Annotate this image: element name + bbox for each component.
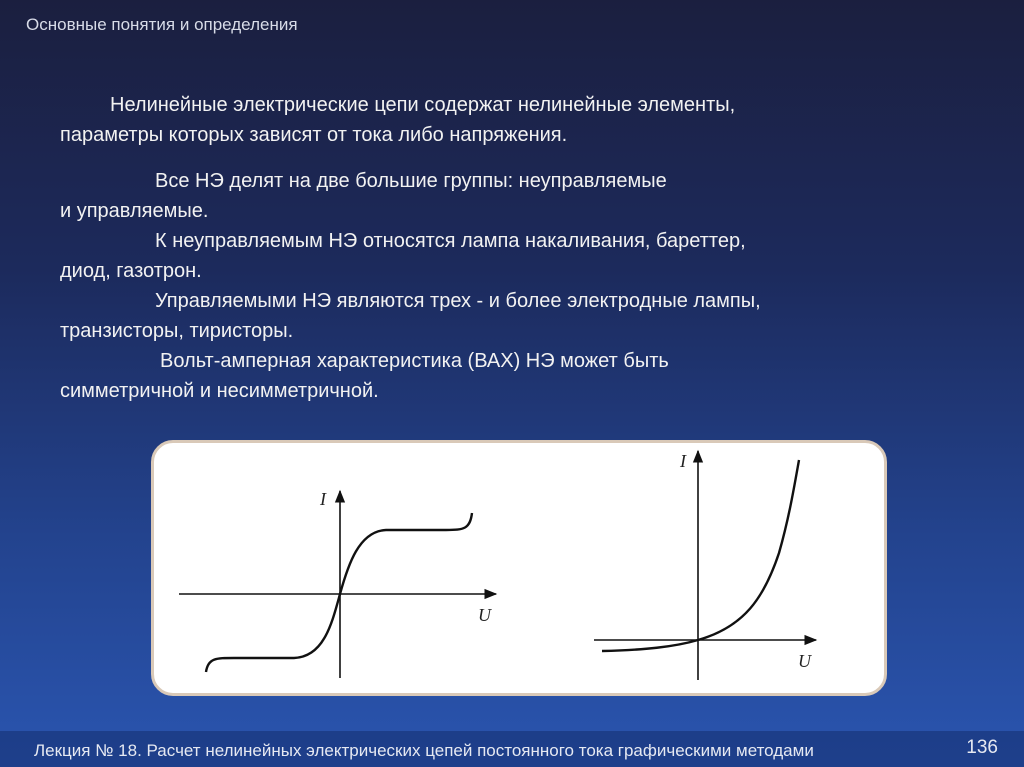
paragraph-1-line-1: Нелинейные электрические цепи содержат нелинейные элементы, [110, 94, 736, 116]
paragraph-2-line-2: и управляемые. [60, 200, 209, 222]
slide-title: Основные понятия и определения [26, 15, 298, 34]
body-text [60, 90, 960, 406]
diagram-panel [151, 440, 887, 696]
symmetric-i-label: I [320, 489, 326, 509]
symmetric-iv-curve [206, 513, 472, 672]
paragraph-3-line-1: К неуправляемым НЭ относятся лампа накаливания, бареттер, [155, 230, 746, 252]
asymmetric-i-label: I [680, 451, 686, 471]
asymmetric-iv-curve [602, 460, 799, 651]
asymmetric-u-label: U [798, 651, 811, 671]
footer-lecture-text: Лекция № 18. Расчет нелинейных электрических цепей постоянного тока графическими методами [34, 741, 814, 760]
paragraph-5-line-1: Вольт-амперная характеристика (ВАХ) НЭ может быть [160, 350, 669, 372]
asymmetric-iv-diagram [594, 451, 816, 680]
page-number: 136 [966, 737, 998, 758]
paragraph-4-line-1: Управляемыми НЭ являются трех - и более электродные лампы, [155, 290, 761, 312]
symmetric-u-label: U [478, 605, 491, 625]
paragraph-3-line-2: диод, газотрон. [60, 260, 202, 282]
paragraph-5-line-2: симметричной и несимметричной. [60, 380, 379, 402]
paragraph-2-line-1: Все НЭ делят на две большие группы: неуправляемые [155, 170, 667, 192]
iv-characteristics-svg [154, 443, 884, 693]
paragraph-1-line-2: параметры которых зависят от тока либо напряжения. [60, 124, 568, 146]
symmetric-iv-diagram [179, 489, 496, 678]
paragraph-4-line-2: транзисторы, тиристоры. [60, 320, 294, 342]
